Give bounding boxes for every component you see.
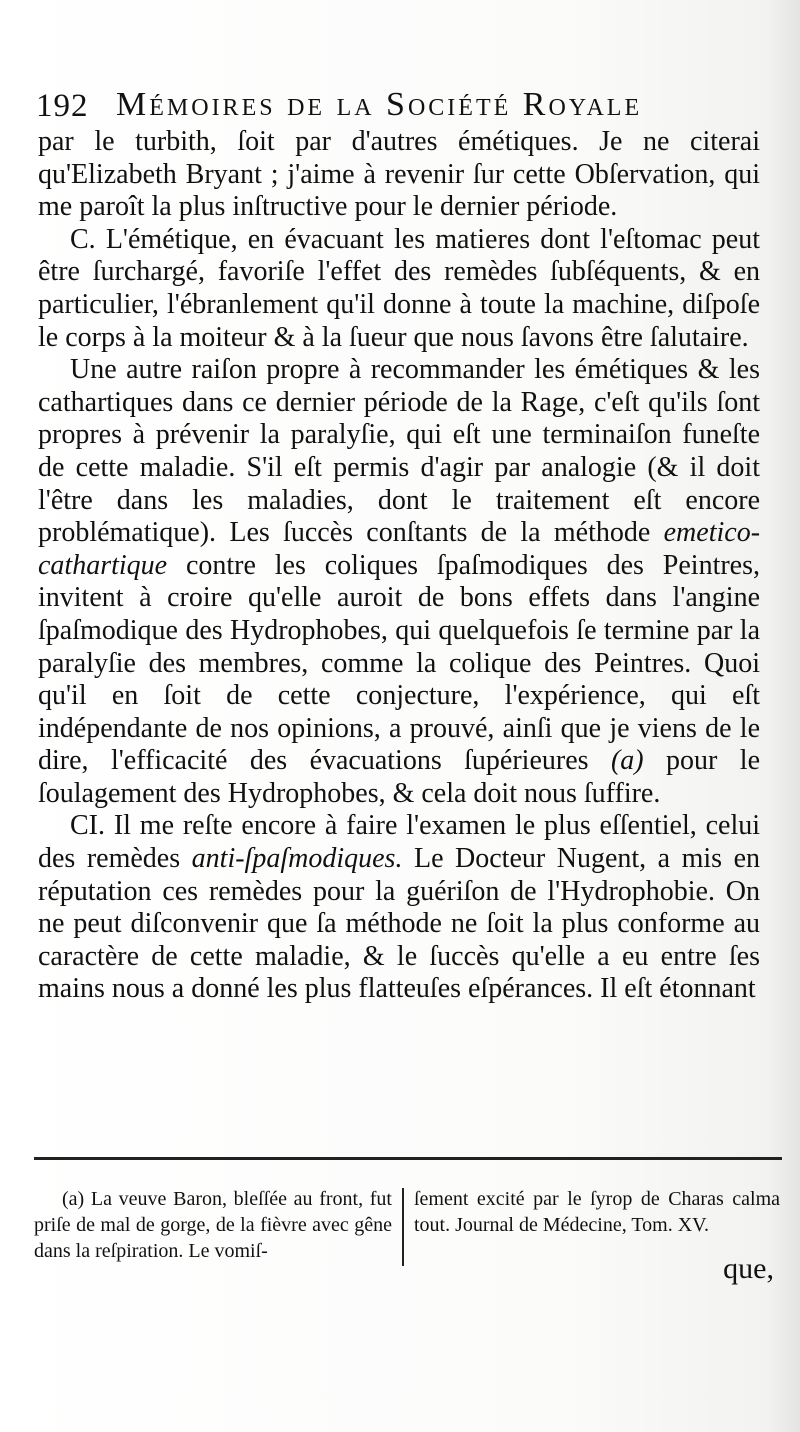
footnote-column-divider (402, 1188, 404, 1266)
paragraph-3-text-a: Une autre raiſon propre à recommander les émétiques & les cathartiques dans ce dernier période de la Rage, c'eſt qu'ils ſont propres à prévenir la paralyſie, qui eſt une terminaiſon funeſte de cette maladie. S'il eſt permis d'agir par analogie (& il doit l'être dans les maladies, dont le traitement eſt encore problématique). Les ſuccès conſtants de la méthode (38, 354, 760, 549)
page-header (36, 82, 776, 132)
paragraph-3-text-b: contre les coliques ſpaſmodiques des Peintres, invitent à croire qu'elle auroit de bons effets dans l'angine ſpaſmodique des Hydrophobes, qui quelquefois ſe termine par la paralyſie des membres, comme la colique des Peintres. Quoi qu'il en ſoit de cette conjecture, l'expérience, qui eſt indépendante de nos opinions, a prouvé, ainſi que je viens de le dire, l'efficacité des évacuations ſupérieures (38, 549, 760, 777)
footnote-right-column: ſement excité par le ſyrop de Charas calma tout. Journal de Médecine, Tom. XV. (414, 1188, 780, 1236)
catchword: que, (723, 1252, 774, 1285)
footnote-rule (34, 1157, 782, 1160)
paragraph-1: par le turbith, ſoit par d'autres émétiques. Je ne citerai qu'Elizabeth Bryant ; j'aime à revenir ſur cette Obſervation, qui me paroît la plus inſtructive pour le dernier période. (38, 126, 760, 223)
paragraph-4-text-b: Le Docteur Nugent, a mis en réputation ces remèdes pour la guériſon de l'Hydrophobie. On ne peut diſconvenir que ſa méthode ne ſoit la plus conforme au caractère de cette maladie, & le ſuccès qu'elle a eu entre ſes mains nous a donné les plus flatteuſes eſpérances. Il eſt étonnant (38, 843, 761, 1005)
body-text (38, 126, 760, 1006)
paragraph-4-text-a: CI. Il me reſte encore à faire l'examen le plus eſſentiel, celui des remèdes (38, 810, 760, 875)
paragraph-3 (38, 354, 760, 810)
page-number: 192 (36, 88, 89, 124)
footnote-left-column: (a) La veuve Baron, bleſſée au front, fut priſe de mal de gorge, de la fièvre avec gêne dans la reſpiration. Le vomiſ- (34, 1188, 392, 1262)
paragraph-2: C. L'émétique, en évacuant les matieres dont l'eſtomac peut être ſurchargé, favoriſe l'effet des remèdes ſubſéquents, & en particulier, l'ébranlement qu'il donne à toute la machine, diſpoſe le corps à la moiteur & à la ſueur que nous ſavons être ſalutaire. (38, 223, 760, 353)
italic-term-anti-spasmodiques: anti-ſpaſmodiques. (191, 843, 403, 875)
paragraph-3-text-c: pour le ſoulagement des Hydrophobes, & cela doit nous ſuffire. (38, 745, 760, 809)
footnote-reference: (a) (610, 745, 644, 777)
footnote-block (34, 1178, 782, 1278)
running-title: Mémoires de la Société Royale (116, 86, 643, 123)
italic-term-emetico-cathartique: emetico-cathartique (38, 517, 761, 581)
paragraph-4 (38, 810, 760, 1006)
